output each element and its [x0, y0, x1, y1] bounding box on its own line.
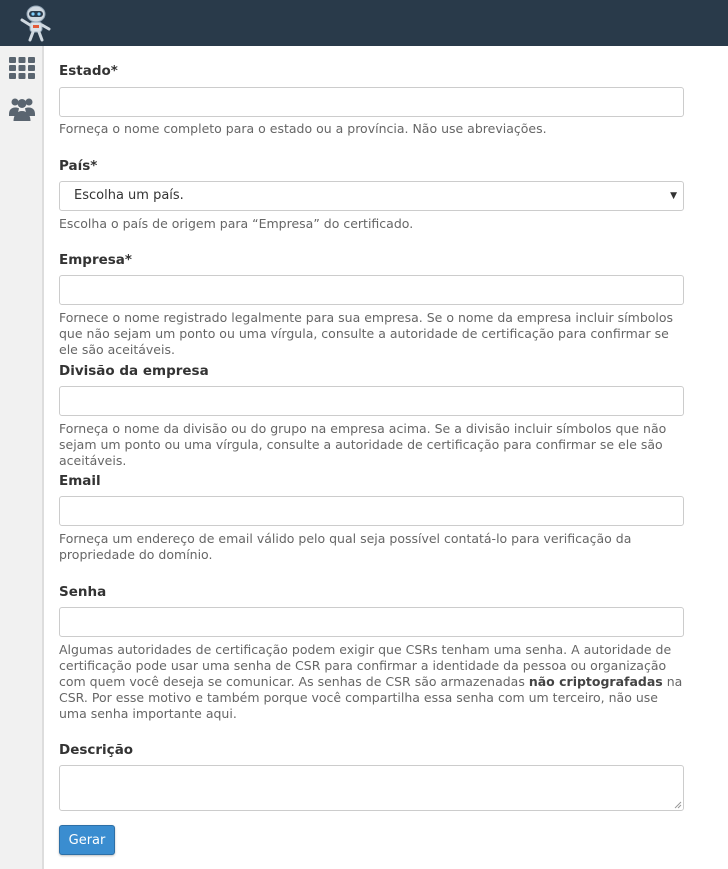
pais-selected-value: Escolha um país. [74, 188, 184, 203]
robot-logo-icon[interactable] [16, 3, 56, 43]
empresa-help: Fornece o nome registrado legalmente para sua empresa. Se o nome da empresa incluir símbolos que não sejam um ponto ou uma vírgula, consulte a autoridade de certificação para confirmar se ele são aceitáveis. [59, 310, 674, 357]
senha-help-emphasis: não criptografadas [528, 674, 663, 689]
divisao-input[interactable] [59, 386, 684, 416]
sidebar [0, 46, 44, 869]
senha-help-text: Algumas autoridades de certificação podem exigir que CSRs tenham uma senha. A autoridade de certificação pode usar uma senha de CSR para confirmar a identidade da pessoa ou organização com quem você deseja se comunicar. As senhas de CSR são armazenadas [59, 642, 672, 689]
empresa-label: Empresa* [59, 252, 132, 268]
senha-label: Senha [59, 584, 107, 600]
senha-input[interactable] [59, 607, 684, 637]
empresa-input[interactable] [59, 275, 684, 305]
email-label: Email [59, 473, 101, 489]
estado-help: Forneça o nome completo para o estado ou a província. Não use abreviações. [59, 121, 547, 136]
senha-help-text-end: na CSR. Por esse motivo e também porque você compartilha essa senha com um terceiro, não use uma senha importante aqui. [59, 674, 683, 721]
estado-input[interactable] [59, 87, 684, 117]
resize-grip-icon[interactable] [674, 801, 682, 809]
divisao-label: Divisão da empresa [59, 363, 209, 379]
gerar-button[interactable]: Gerar [59, 825, 115, 855]
top-bar [0, 0, 728, 46]
email-help: Forneça um endereço de email válido pelo qual seja possível contatá-lo para verificação da propriedade do domínio. [59, 531, 632, 562]
senha-help [59, 642, 684, 722]
pais-select[interactable] [59, 181, 684, 211]
pais-label: País* [59, 158, 98, 174]
divisao-help: Forneça o nome da divisão ou do grupo na empresa acima. Se a divisão incluir símbolos que não sejam um ponto ou uma vírgula, consulte a autoridade de certificação para confirmar se ele são aceitáveis. [59, 421, 667, 468]
descricao-label: Descrição [59, 742, 134, 758]
pais-help: Escolha o país de origem para “Empresa” do certificado. [59, 216, 414, 231]
estado-label: Estado* [59, 63, 118, 79]
users-icon[interactable] [8, 94, 36, 122]
grid-icon[interactable] [8, 54, 36, 82]
email-input[interactable] [59, 496, 684, 526]
descricao-textarea[interactable] [59, 765, 684, 811]
caret-down-icon: ▼ [670, 191, 677, 201]
